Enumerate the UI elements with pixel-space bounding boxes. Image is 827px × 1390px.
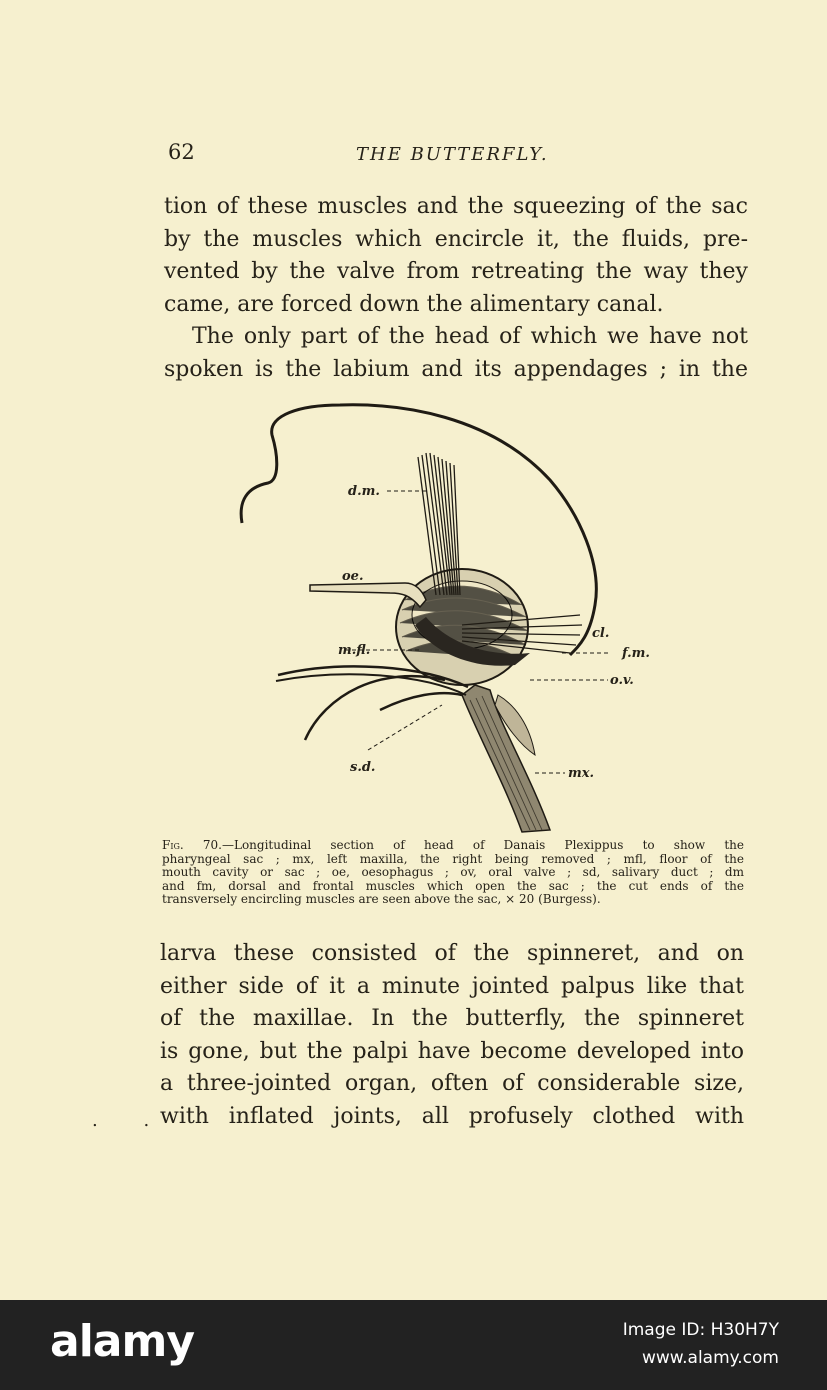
text-line: with inflated joints, all profusely clothed with xyxy=(160,1103,744,1129)
label-cl: cl. xyxy=(592,626,610,641)
figure-number: Fig. 70. xyxy=(162,838,222,852)
text-line: vented by the valve from retreating the way they xyxy=(164,259,748,284)
page-number: 62 xyxy=(168,140,195,164)
label-oe: oe. xyxy=(342,569,364,584)
running-title: THE BUTTERFLY. xyxy=(356,144,549,165)
site-url: www.alamy.com xyxy=(641,1348,779,1368)
image-id: Image ID: H30H7Y xyxy=(622,1320,779,1340)
text-line: The only part of the head of which we have not xyxy=(192,324,748,349)
caption-line: transversely encircling muscles are seen above the sac, × 20 (Burgess). xyxy=(162,892,601,906)
figure-70-illustration xyxy=(230,395,670,840)
label-fm: f.m. xyxy=(622,646,650,661)
label-dm: d.m. xyxy=(348,484,380,499)
alamy-logo: alamy xyxy=(50,1316,194,1367)
text-line: of the maxillae. In the butterfly, the spinneret xyxy=(160,1006,744,1031)
paragraph-3 xyxy=(160,938,744,1133)
paragraph-2 xyxy=(164,321,748,386)
caption-line: and fm, dorsal and frontal muscles which open the sac ; the cut ends of the xyxy=(162,878,744,893)
text-line: tion of these muscles and the squeezing of the sac xyxy=(164,194,748,219)
page-header xyxy=(168,140,748,168)
caption-line: —Longitudinal section of head of Danais Plexippus to show the xyxy=(221,838,745,852)
text-line: larva these consisted of the spinneret, and on xyxy=(160,941,744,966)
head-section-drawing xyxy=(230,395,670,840)
text-line: is gone, but the palpi have become developed into xyxy=(160,1038,744,1064)
label-mfl: m.fl. xyxy=(338,643,371,658)
text-line: by the muscles which encircle it, the fluids, pre- xyxy=(164,226,748,252)
text-line: came, are forced down the alimentary canal. xyxy=(164,291,664,317)
text-line: a three-jointed organ, often of considerable size, xyxy=(160,1071,744,1096)
text-line: spoken is the labium and its appendages ; in the xyxy=(164,356,748,382)
label-mx: mx. xyxy=(568,766,595,781)
label-ov: o.v. xyxy=(610,673,634,688)
caption-line: mouth cavity or sac ; oe, oesophagus ; ov, oral valve ; sd, salivary duct ; dm xyxy=(162,865,744,879)
label-sd: s.d. xyxy=(350,760,376,775)
figure-caption xyxy=(162,839,744,907)
text-line: either side of it a minute jointed palpus like that xyxy=(160,973,744,999)
margin-marks: . . xyxy=(92,1110,170,1131)
paragraph-1 xyxy=(164,191,748,321)
caption-line: pharyngeal sac ; mx, left maxilla, the right being removed ; mfl, floor of the xyxy=(162,851,744,866)
